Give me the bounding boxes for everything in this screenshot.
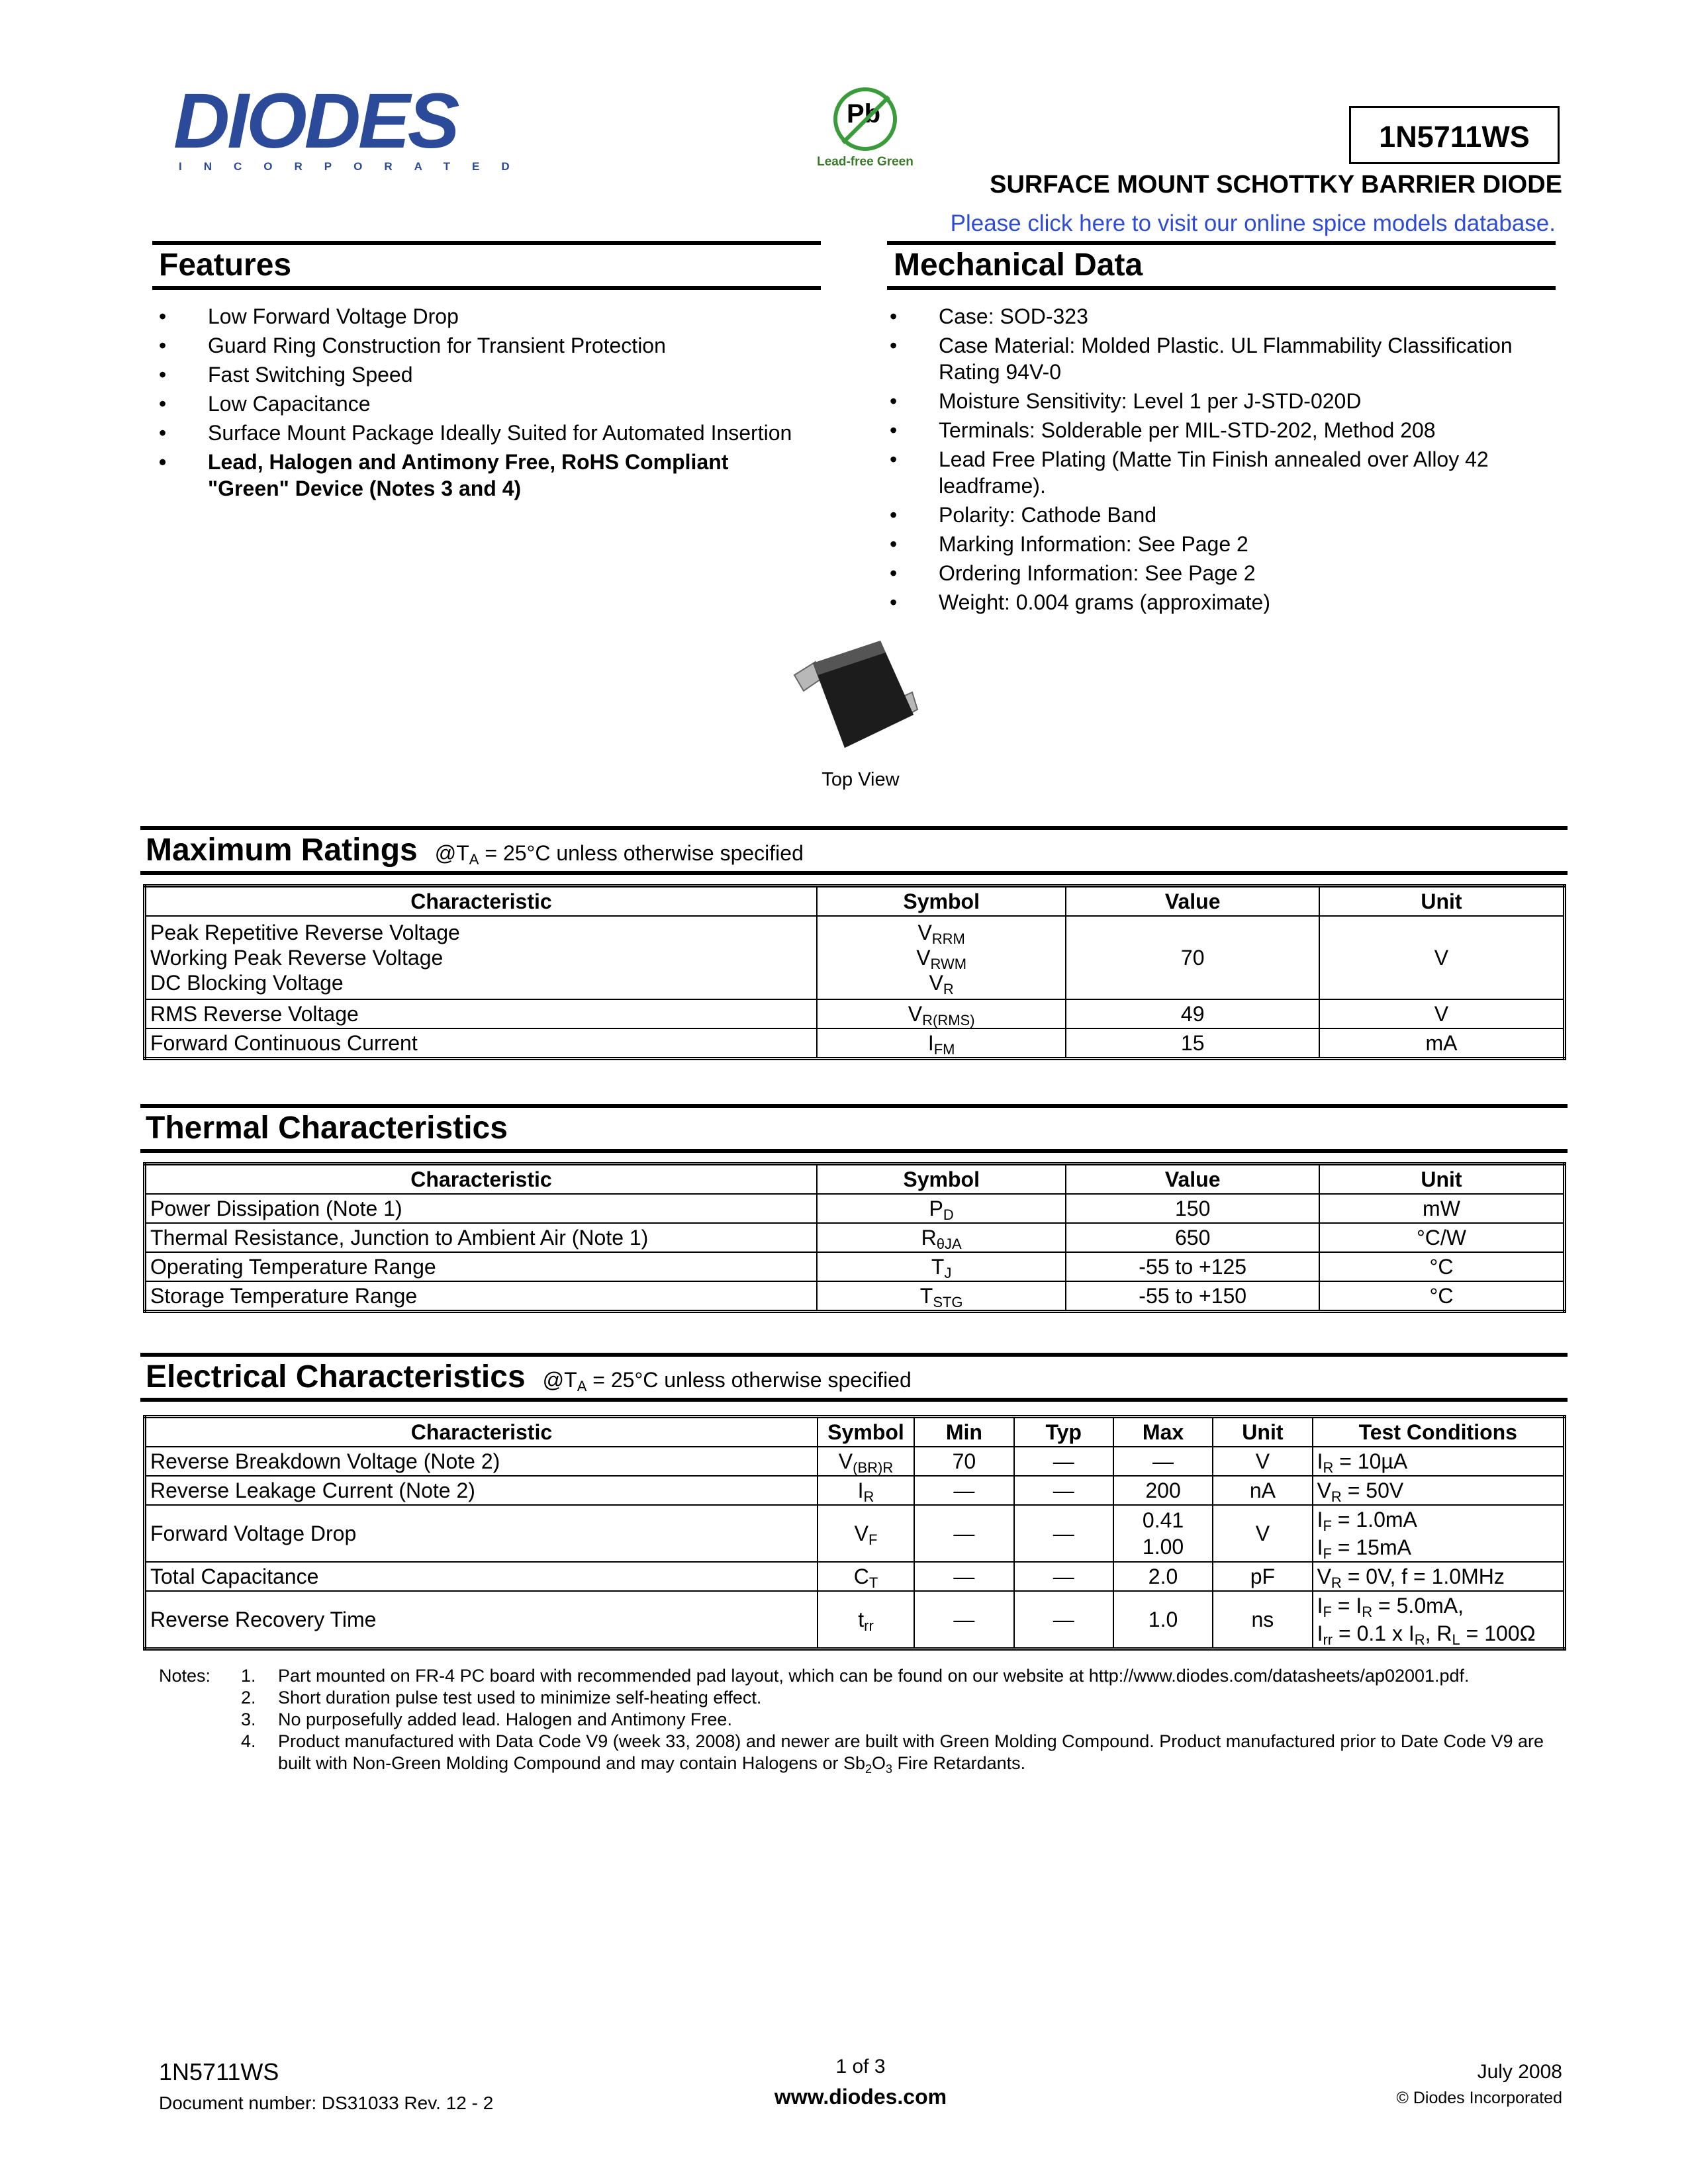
footer-document-number: Document number: DS31033 Rev. 12 - 2 [159,2093,494,2113]
table-row [145,1194,1565,1223]
col-test-conditions: Test Conditions [1313,1417,1565,1447]
cell-max: 1.0 [1113,1591,1213,1649]
electrical-condition: $@T_A = 25^\circ C$ unless otherwise specified [542,1368,912,1394]
col-max: Max [1113,1417,1213,1447]
cell-symbol: $V_F$ [818,1505,914,1562]
cell-test-conditions: $V_R = 0V$, f = 1.0MHz [1313,1562,1565,1591]
cell-characteristic: RMS Reverse Voltage [145,999,817,1028]
cell-unit: V [1213,1447,1312,1476]
cell-unit: °C [1319,1281,1565,1312]
mechanical-list [887,303,1556,618]
features-item: • Surface Mount Package Ideally Suited for Automated Insertion [156,420,825,446]
table-row [145,916,1565,999]
table-row [145,1028,1565,1059]
col-unit: Unit [1213,1417,1312,1447]
cell-min: — [914,1505,1013,1562]
cell-characteristic: Operating Temperature Range [145,1252,817,1281]
cell-unit: pF [1213,1562,1312,1591]
cell-test-conditions: $V_R = 50V$ [1313,1476,1565,1505]
cell-symbol: $P_D$ [817,1194,1066,1223]
col-min: Min [914,1417,1013,1447]
cell-unit: mA [1319,1028,1565,1059]
table-row [145,1252,1565,1281]
cell-test-conditions: $I_F = 1.0mA$ $I_F = 15mA$ [1313,1505,1565,1562]
top-view-caption: Top View [821,769,900,790]
table-header-row [145,1417,1565,1447]
note-2: Short duration pulse test used to minimize self-heating effect. [278,1688,762,1707]
cell-typ: — [1014,1476,1113,1505]
features-title: Features [159,248,292,283]
col-unit: Unit [1319,886,1565,917]
table-row [145,1447,1565,1476]
cell-characteristic: Reverse Breakdown Voltage (Note 2) [145,1447,818,1476]
col-value: Value [1066,886,1319,917]
cell-typ: — [1014,1505,1113,1562]
table-row [145,1281,1565,1312]
table-row [145,1591,1565,1649]
cell-unit: V [1213,1505,1312,1562]
footer-page-number: 1 of 3 [835,2056,886,2077]
cell-symbol: $T_{STG}$ [817,1281,1066,1312]
mechanical-item: • Case Material: Molded Plastic. UL Flammability Classification Rating 94V-0 [887,332,1556,385]
cell-unit: mW [1319,1194,1565,1223]
note-row: Notes: 1. Part mounted on FR-4 PC board with recommended pad layout, which can be found on our website at http://www.diodes.com/datasheets/ap02001.pdf. [159,1665,1569,1687]
logo-subtitle: INCORPORATED [179,160,532,173]
note-row: 3. No purposefully added lead. Halogen and Antimony Free. [159,1709,1569,1731]
table-row [145,1505,1565,1562]
footer-copyright: © Diodes Incorporated [1396,2089,1562,2107]
col-symbol: Symbol [817,886,1066,917]
col-symbol: Symbol [817,1164,1066,1195]
pb-symbol: Pb [847,99,881,128]
mechanical-item: • Case: SOD-323 [887,303,1556,330]
cell-characteristic: Thermal Resistance, Junction to Ambient Air (Note 1) [145,1223,817,1252]
cell-symbol: $t_{rr}$ [818,1591,914,1649]
logo-wordmark: DIODES [173,77,457,165]
note-row: 2. Short duration pulse test used to minimize self-heating effect. [159,1687,1569,1709]
spice-models-link[interactable]: Please click here to visit our online spice models database. [950,210,1556,236]
cell-max: 200 [1113,1476,1213,1505]
thermal-title: Thermal Characteristics [146,1111,508,1146]
col-unit: Unit [1319,1164,1565,1195]
cell-characteristic: Total Capacitance [145,1562,818,1591]
col-characteristic: Characteristic [145,1417,818,1447]
cell-min: 70 [914,1447,1013,1476]
cell-typ: — [1014,1447,1113,1476]
cell-max: — [1113,1447,1213,1476]
part-number-box: 1N5711WS [1349,106,1560,164]
table-row [145,999,1565,1028]
cell-symbol: $V_{R(RMS)}$ [817,999,1066,1028]
electrical-heading [140,1353,1568,1402]
footer-date: July 2008 [1477,2061,1562,2083]
mechanical-item: • Lead Free Plating (Matte Tin Finish annealed over Alloy 42 leadframe). [887,446,1556,499]
features-item: • Lead, Halogen and Antimony Free, RoHS Compliant "Green" Device (Notes 3 and 4) [156,449,751,502]
table-row [145,1223,1565,1252]
features-item: • Guard Ring Construction for Transient Protection [156,332,825,359]
electrical-table [143,1415,1566,1651]
cell-symbol: $R_{\theta JA}$ [817,1223,1066,1252]
col-typ: Typ [1014,1417,1113,1447]
cell-min: — [914,1476,1013,1505]
cell-symbol: $C_T$ [818,1562,914,1591]
cell-characteristic: Forward Voltage Drop [145,1505,818,1562]
cell-test-conditions: $I_R = 10\mu A$ [1313,1447,1565,1476]
mechanical-item: • Marking Information: See Page 2 [887,531,1556,557]
cell-unit: V [1319,916,1565,999]
cell-min: — [914,1562,1013,1591]
table-row [145,1562,1565,1591]
col-value: Value [1066,1164,1319,1195]
cell-max: 2.0 [1113,1562,1213,1591]
cell-characteristic: Forward Continuous Current [145,1028,817,1059]
col-characteristic: Characteristic [145,1164,817,1195]
cell-typ: — [1014,1591,1113,1649]
cell-unit: °C [1319,1252,1565,1281]
cell-unit: °C/W [1319,1223,1565,1252]
col-symbol: Symbol [818,1417,914,1447]
features-item: • Low Forward Voltage Drop [156,303,825,330]
diodes-logo [173,77,532,173]
cell-characteristic: Reverse Leakage Current (Note 2) [145,1476,818,1505]
mechanical-heading [887,241,1556,290]
features-list [156,303,825,504]
max-ratings-heading [140,826,1568,875]
thermal-heading [140,1104,1568,1153]
cell-unit: V [1319,999,1565,1028]
cell-unit: nA [1213,1476,1312,1505]
thermal-table [143,1162,1566,1313]
mechanical-title: Mechanical Data [894,248,1143,283]
col-characteristic: Characteristic [145,886,817,917]
cell-value: 15 [1066,1028,1319,1059]
mechanical-item: • Terminals: Solderable per MIL-STD-202, Method 208 [887,417,1556,443]
note-3: No purposefully added lead. Halogen and Antimony Free. [278,1709,732,1729]
cell-characteristic: Power Dissipation (Note 1) [145,1194,817,1223]
lead-free-green-logo [809,87,921,173]
cell-value: -55 to +150 [1066,1281,1319,1312]
cell-value: 70 [1066,916,1319,999]
notes-label: Notes: [159,1666,211,1686]
note-4: Product manufactured with Data Code V9 (week 33, 2008) and newer are built with Green Molding Compound. Product manufactured prior to Date Code V9 are built with Non-Green Molding Compound and may contain Halogens or $Sb_2O_3$ Fire Retardants. [278,1731,1544,1776]
note-1: Part mounted on FR-4 PC board with recommended pad layout, which can be found on our website at http://www.diodes.com/datasheets/ap02001.pdf. [278,1666,1470,1686]
mechanical-item: • Weight: 0.004 grams (approximate) [887,589,1556,615]
cell-max: 0.41 1.00 [1113,1505,1213,1562]
mechanical-item: • Ordering Information: See Page 2 [887,560,1556,586]
cell-min: — [914,1591,1013,1649]
cell-symbol: $I_R$ [818,1476,914,1505]
lead-free-icon [833,87,897,151]
note-row: 4. Product manufactured with Data Code V9 (week 33, 2008) and newer are built with Green Molding Compound. Product manufactured prior to Date Code V9 are built with Non-Green Molding Compound and may contain Halogens or $Sb_2O_3$ Fire Retardants. [159,1731,1569,1774]
lead-free-label: Lead-free Green [817,155,914,169]
cell-test-conditions: $I_F = I_R = 5.0mA$, $I_{rr} = 0.1$ x $I_R$, $R_L = 100\Omega$ [1313,1591,1565,1649]
cell-value: 49 [1066,999,1319,1028]
max-ratings-table [143,884,1566,1060]
cell-symbol: $T_J$ [817,1252,1066,1281]
cell-value: -55 to +125 [1066,1252,1319,1281]
cell-characteristic: Peak Repetitive Reverse Voltage Working Peak Reverse Voltage DC Blocking Voltage [145,916,817,999]
mechanical-item: • Moisture Sensitivity: Level 1 per J-STD-020D [887,388,1556,414]
electrical-title: Electrical Characteristics [146,1359,526,1394]
cell-characteristic: Storage Temperature Range [145,1281,817,1312]
table-header-row [145,1164,1565,1195]
max-ratings-condition: $@T_A = 25^\circ C$ unless otherwise specified [434,841,804,868]
features-item: • Fast Switching Speed [156,361,825,388]
cell-symbol: $V_{RRM}$ $V_{RWM}$ $V_R$ [817,916,1066,999]
cell-typ: — [1014,1562,1113,1591]
cell-symbol: $I_{FM}$ [817,1028,1066,1059]
table-header-row [145,886,1565,917]
footer-part-number: 1N5711WS [159,2058,279,2085]
table-row [145,1476,1565,1505]
notes-section [159,1665,1569,1774]
cell-value: 650 [1066,1223,1319,1252]
mechanical-item: • Polarity: Cathode Band [887,502,1556,528]
max-ratings-title: Maximum Ratings [146,833,418,868]
cell-unit: ns [1213,1591,1312,1649]
cell-characteristic: Reverse Recovery Time [145,1591,818,1649]
features-item: • Low Capacitance [156,390,825,417]
footer-website-link[interactable]: www.diodes.com [774,2085,947,2109]
cell-symbol: $V_{(BR)R}$ [818,1447,914,1476]
cell-value: 150 [1066,1194,1319,1223]
features-heading [152,241,821,290]
document-subtitle: SURFACE MOUNT SCHOTTKY BARRIER DIODE [990,171,1562,199]
